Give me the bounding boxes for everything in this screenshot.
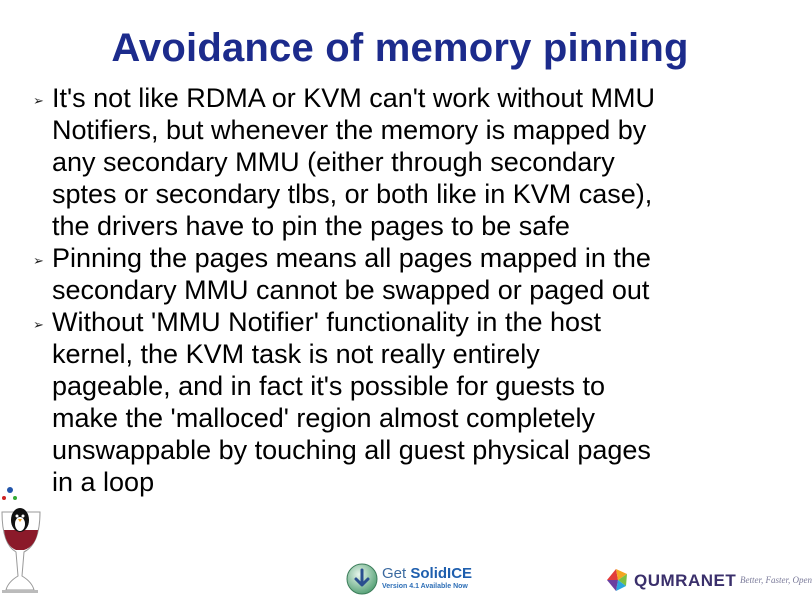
solidice-get-label: Get — [382, 565, 411, 582]
bullet-item — [30, 306, 790, 498]
solidice-promo — [346, 563, 496, 595]
solidice-badge-icon — [346, 563, 378, 595]
triangle-bullet-icon: ➢ — [33, 253, 44, 268]
bullet-text: It's not like RDMA or KVM can't work without MMU Notifiers, but whenever the memory is mapped by any secondary MMU (either through secondary sptes or secondary tlbs, or both like in KVM case), the drivers have to pin the pages to be safe — [52, 83, 655, 241]
qumranet-logo — [604, 566, 812, 594]
qumranet-name: QUMRANET — [634, 571, 737, 590]
qumranet-mark-icon — [604, 566, 630, 594]
qumranet-tagline: Better, Faster, Open — [740, 575, 812, 585]
wine-penguin-logo-icon — [0, 486, 46, 600]
bullet-item — [30, 82, 790, 242]
triangle-bullet-icon: ➢ — [33, 93, 44, 108]
bullet-text: Pinning the pages means all pages mapped in the secondary MMU cannot be swapped or paged out — [52, 243, 651, 305]
bullet-list — [30, 82, 790, 498]
bullet-item — [30, 242, 790, 306]
solidice-version: Version 4.1 Available Now — [382, 583, 468, 590]
bullet-text: Without 'MMU Notifier' functionality in the host kernel, the KVM task is not really entirely pageable, and in fact it's possible for guests to make the 'malloced' region almost completely unswappable by touching all guest physical pages in a loop — [52, 307, 651, 497]
solidice-title — [382, 565, 472, 582]
slide-title: Avoidance of memory pinning — [111, 26, 689, 70]
solidice-brand-label: SolidICE — [410, 565, 473, 582]
triangle-bullet-icon: ➢ — [33, 317, 44, 332]
